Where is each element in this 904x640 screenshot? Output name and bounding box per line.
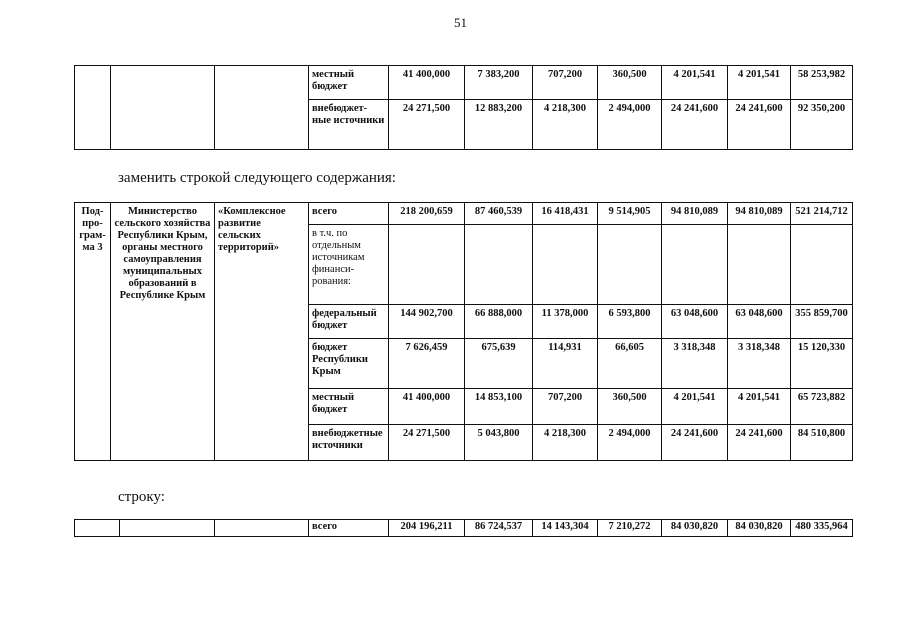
value-cell: 66,605 bbox=[598, 339, 662, 389]
value-cell: 3 318,348 bbox=[662, 339, 728, 389]
value-cell: 4 218,300 bbox=[533, 100, 598, 150]
value-cell: 86 724,537 bbox=[465, 520, 533, 537]
value-cell: 3 318,348 bbox=[728, 339, 791, 389]
value-cell: 66 888,000 bbox=[465, 305, 533, 339]
value-cell: 84 030,820 bbox=[662, 520, 728, 537]
table-row bbox=[75, 203, 853, 225]
table-total-row bbox=[74, 519, 853, 537]
empty-cell bbox=[120, 520, 215, 537]
value-cell: 360,500 bbox=[598, 66, 662, 100]
value-cell: 707,200 bbox=[533, 66, 598, 100]
value-cell: 11 378,000 bbox=[533, 305, 598, 339]
value-cell: 218 200,659 bbox=[389, 203, 465, 225]
table-row bbox=[75, 520, 853, 537]
value-cell: 480 335,964 bbox=[791, 520, 853, 537]
value-cell: 2 494,000 bbox=[598, 425, 662, 461]
row-label: внебюджет-ные источники bbox=[309, 100, 389, 150]
row-label: местный бюджет bbox=[309, 66, 389, 100]
table-budget-continuation bbox=[74, 65, 853, 150]
value-cell bbox=[465, 225, 533, 305]
empty-cell bbox=[215, 520, 309, 537]
value-cell: 41 400,000 bbox=[389, 389, 465, 425]
value-cell: 4 201,541 bbox=[728, 66, 791, 100]
value-cell: 84 510,800 bbox=[791, 425, 853, 461]
value-cell: 4 201,541 bbox=[728, 389, 791, 425]
row-label: всего bbox=[309, 520, 389, 537]
row-label: местный бюджет bbox=[309, 389, 389, 425]
value-cell: 355 859,700 bbox=[791, 305, 853, 339]
value-cell: 16 418,431 bbox=[533, 203, 598, 225]
value-cell bbox=[389, 225, 465, 305]
value-cell: 65 723,882 bbox=[791, 389, 853, 425]
row-label: бюджет Республики Крым bbox=[309, 339, 389, 389]
empty-cell bbox=[75, 520, 120, 537]
value-cell: 24 241,600 bbox=[728, 100, 791, 150]
value-cell: 94 810,089 bbox=[662, 203, 728, 225]
empty-cell bbox=[75, 66, 111, 150]
value-cell: 14 143,304 bbox=[533, 520, 598, 537]
table-subprogram-3 bbox=[74, 202, 853, 461]
value-cell: 9 514,905 bbox=[598, 203, 662, 225]
value-cell bbox=[598, 225, 662, 305]
value-cell: 521 214,712 bbox=[791, 203, 853, 225]
value-cell: 6 593,800 bbox=[598, 305, 662, 339]
value-cell: 92 350,200 bbox=[791, 100, 853, 150]
page-number: 51 bbox=[454, 15, 467, 30]
value-cell: 2 494,000 bbox=[598, 100, 662, 150]
value-cell: 58 253,982 bbox=[791, 66, 853, 100]
value-cell: 63 048,600 bbox=[662, 305, 728, 339]
program-name-cell: «Комплексное развитие сельских территорий» bbox=[215, 203, 309, 461]
row-label: внебюджетные источники bbox=[309, 425, 389, 461]
value-cell: 144 902,700 bbox=[389, 305, 465, 339]
value-cell bbox=[728, 225, 791, 305]
value-cell: 15 120,330 bbox=[791, 339, 853, 389]
value-cell: 5 043,800 bbox=[465, 425, 533, 461]
value-cell: 87 460,539 bbox=[465, 203, 533, 225]
value-cell: 24 271,500 bbox=[389, 425, 465, 461]
value-cell bbox=[662, 225, 728, 305]
executor-cell: Министерство сельского хозяйства Республики Крым, органы местного самоуправления муниципальных образований в Республике Крым bbox=[111, 203, 215, 461]
value-cell: 360,500 bbox=[598, 389, 662, 425]
empty-cell bbox=[215, 66, 309, 150]
value-cell: 24 271,500 bbox=[389, 100, 465, 150]
subprogram-cell: Под-про-грам-ма 3 bbox=[75, 203, 111, 461]
value-cell: 94 810,089 bbox=[728, 203, 791, 225]
value-cell: 7 383,200 bbox=[465, 66, 533, 100]
empty-cell bbox=[111, 66, 215, 150]
value-cell bbox=[533, 225, 598, 305]
table-row bbox=[75, 66, 853, 100]
value-cell: 4 201,541 bbox=[662, 66, 728, 100]
value-cell: 707,200 bbox=[533, 389, 598, 425]
replace-instruction: заменить строкой следующего содержания: bbox=[118, 170, 396, 186]
value-cell: 7 210,272 bbox=[598, 520, 662, 537]
value-cell: 7 626,459 bbox=[389, 339, 465, 389]
value-cell: 675,639 bbox=[465, 339, 533, 389]
value-cell: 4 218,300 bbox=[533, 425, 598, 461]
value-cell: 14 853,100 bbox=[465, 389, 533, 425]
row-instruction: строку: bbox=[118, 489, 165, 505]
value-cell: 204 196,211 bbox=[389, 520, 465, 537]
value-cell: 12 883,200 bbox=[465, 100, 533, 150]
value-cell: 24 241,600 bbox=[728, 425, 791, 461]
row-label: федеральный бюджет bbox=[309, 305, 389, 339]
value-cell: 4 201,541 bbox=[662, 389, 728, 425]
row-label: всего bbox=[309, 203, 389, 225]
value-cell: 114,931 bbox=[533, 339, 598, 389]
value-cell bbox=[791, 225, 853, 305]
value-cell: 41 400,000 bbox=[389, 66, 465, 100]
value-cell: 84 030,820 bbox=[728, 520, 791, 537]
value-cell: 24 241,600 bbox=[662, 425, 728, 461]
value-cell: 24 241,600 bbox=[662, 100, 728, 150]
value-cell: 63 048,600 bbox=[728, 305, 791, 339]
row-label: в т.ч. по отдельным источникам финанси-рования: bbox=[309, 225, 389, 305]
